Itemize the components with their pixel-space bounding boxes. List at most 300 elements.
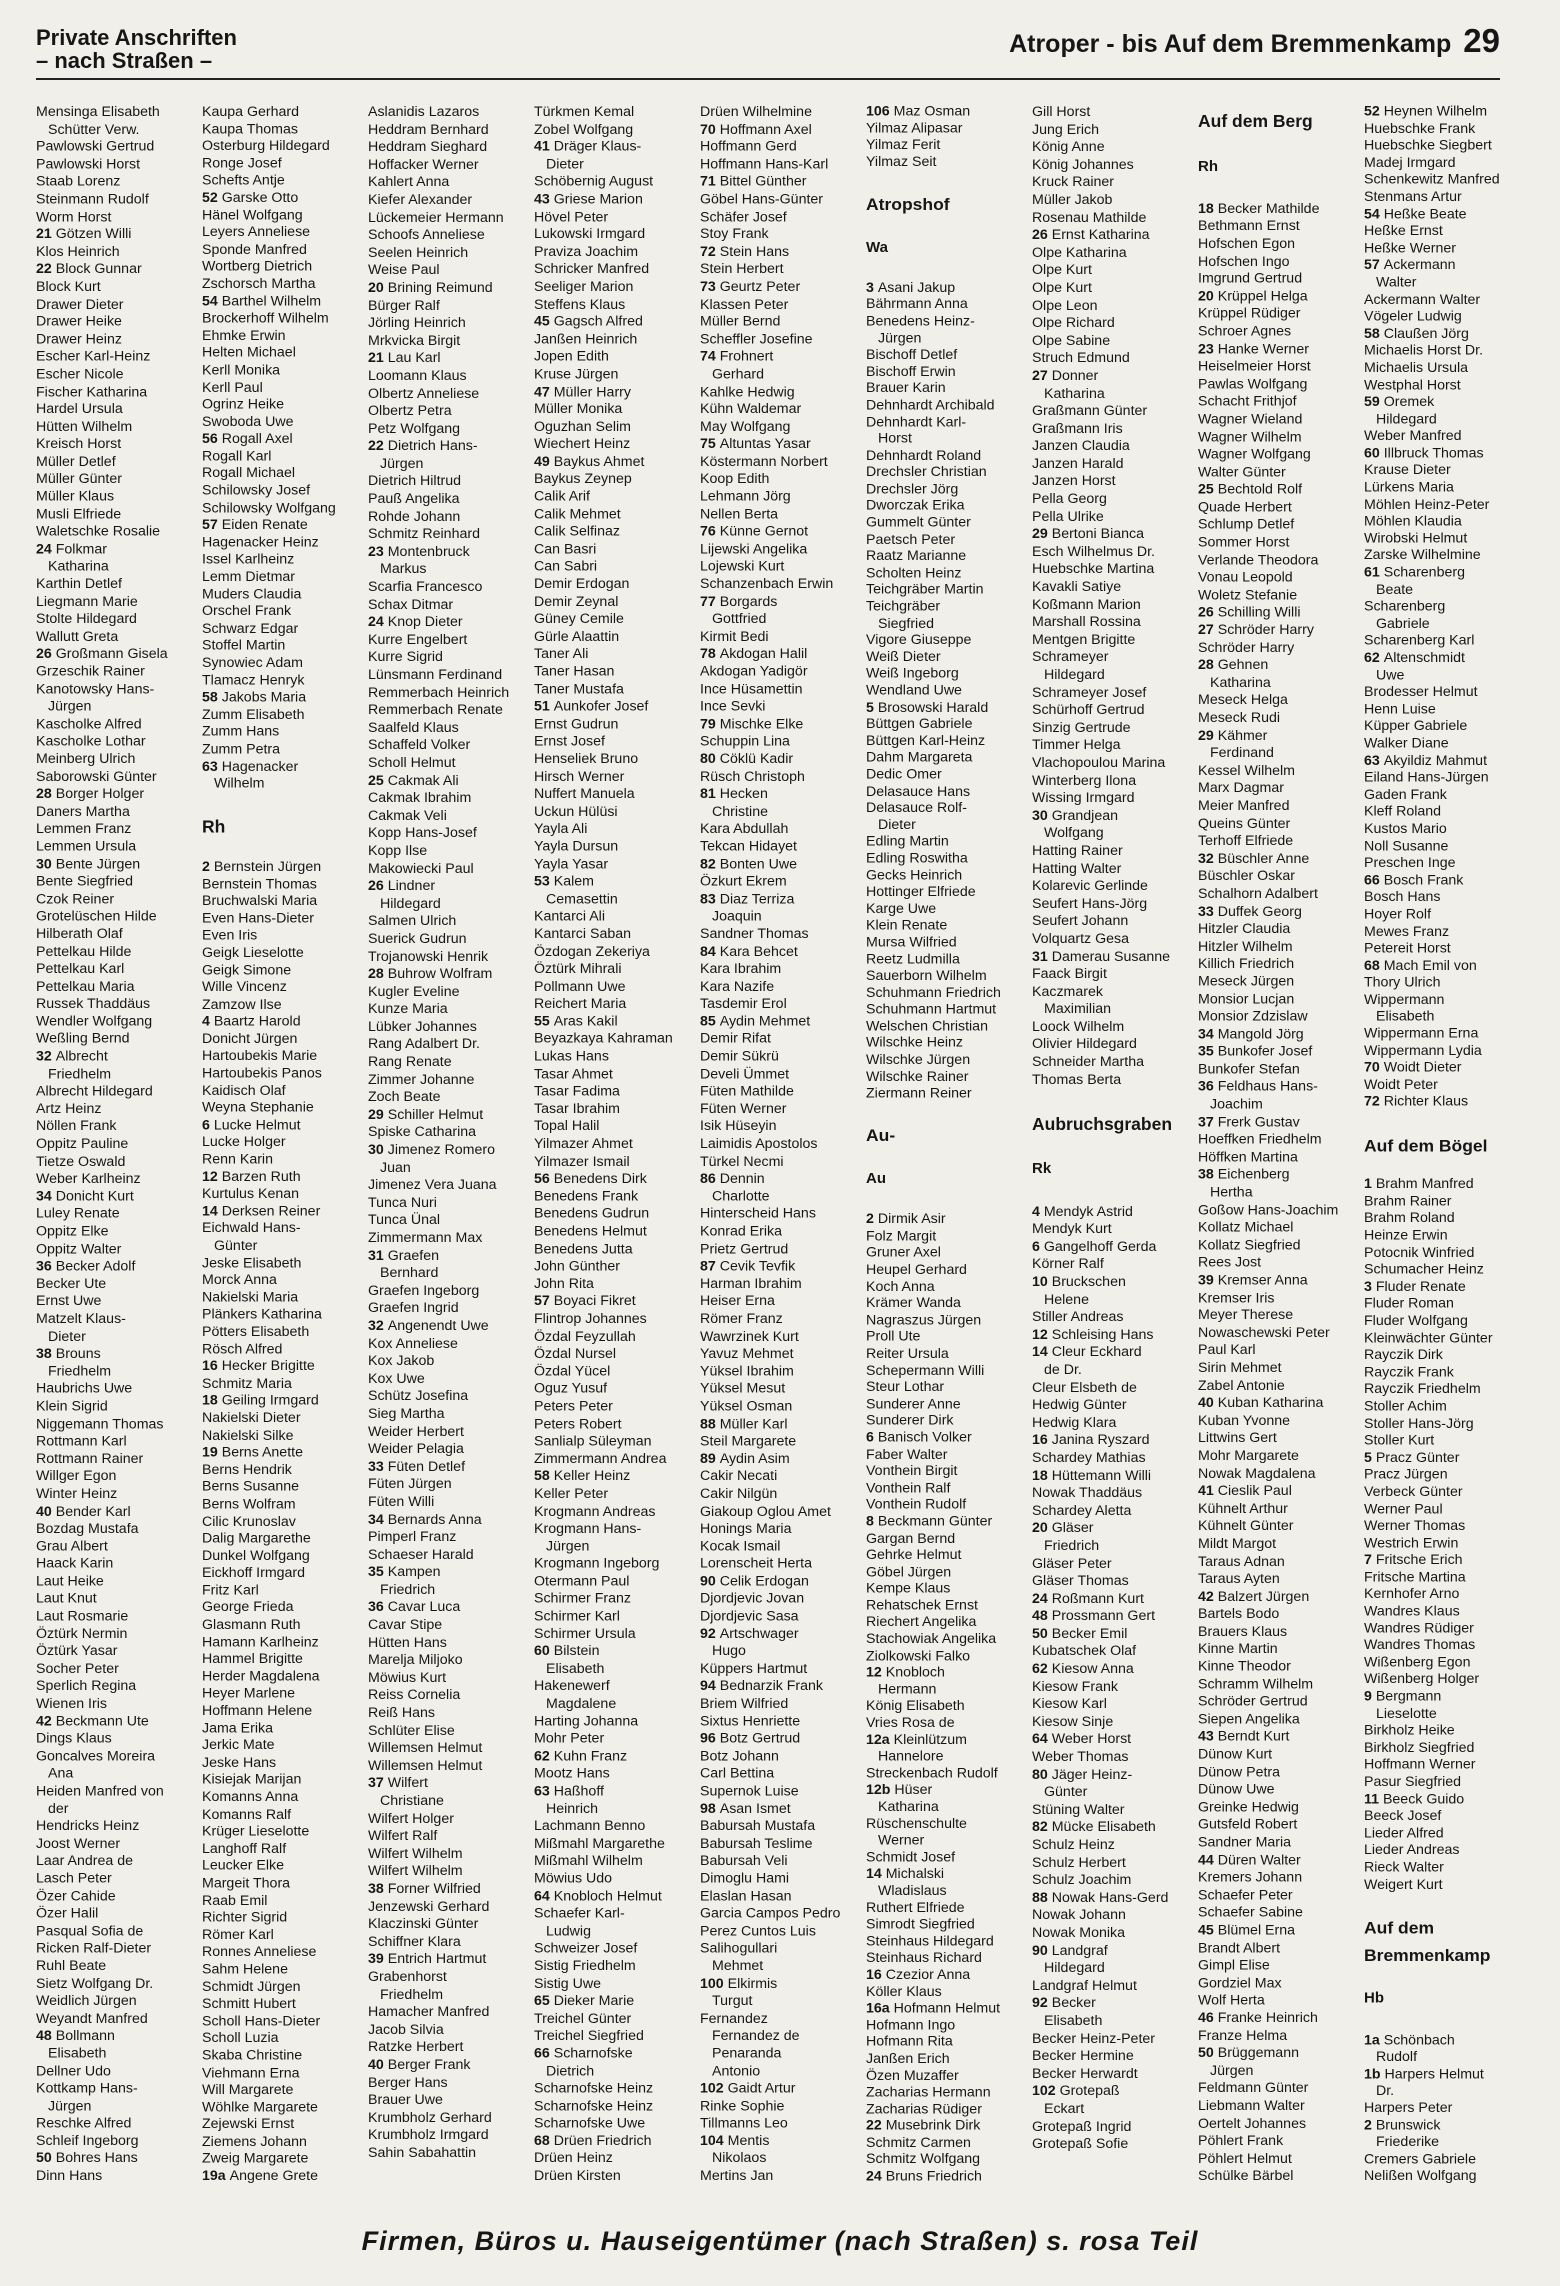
resident-entry: Supernok Luise	[700, 1783, 799, 1800]
resident-entry: Lürkens Maria	[1364, 479, 1454, 496]
entry-continuation: Katharina	[1044, 385, 1105, 402]
resident-entry: Delasauce Hans	[866, 783, 971, 800]
resident-entry: 88 Nowak Hans-Gerd	[1032, 1889, 1169, 1906]
resident-entry: Schirmer Franz	[534, 1590, 631, 1607]
resident-entry: 4 Mendyk Astrid	[1032, 1203, 1133, 1220]
district-code: Rk	[1032, 1160, 1052, 1178]
resident-entry: Schefts Antje	[202, 172, 285, 189]
resident-entry: 12 Barzen Ruth	[202, 1169, 301, 1185]
resident-entry: Taner Hasan	[534, 663, 615, 680]
resident-entry: 2 Bernstein Jürgen	[202, 858, 322, 875]
resident-entry: Özkurt Ekrem	[700, 873, 787, 890]
resident-entry: Heßke Ernst	[1364, 223, 1443, 240]
resident-entry: Babursah Mustafa	[700, 1818, 816, 1835]
resident-entry: Kox Uwe	[368, 1370, 425, 1387]
resident-entry: Honings Maria	[700, 1520, 792, 1537]
entry-continuation: Hildegard	[1044, 667, 1105, 683]
resident-entry: Delasauce Rolf-	[866, 800, 967, 816]
resident-entry: Scharnofske Heinz	[534, 2080, 654, 2097]
directory-column	[202, 104, 368, 2186]
resident-entry: Wöhlke Margarete	[202, 2099, 318, 2116]
resident-entry: Fluder Wolfgang	[1364, 1313, 1468, 1329]
resident-entry: Goncalves Moreira	[36, 1748, 156, 1765]
directory-column	[36, 104, 202, 2186]
resident-entry: 65 Dieker Marie	[534, 1993, 635, 2010]
resident-entry: Yüksel Ibrahim	[700, 1363, 794, 1380]
resident-entry: Suerick Gudrun	[368, 930, 467, 947]
entry-continuation: Katharina	[1210, 674, 1271, 691]
resident-entry: Kara Nazife	[700, 978, 775, 995]
resident-entry: Worm Horst	[36, 208, 112, 225]
resident-entry: Schramm Wilhelm	[1198, 1676, 1314, 1693]
resident-entry: Büttgen Karl-Heinz	[866, 733, 986, 749]
resident-entry: Zimmermann Max	[368, 1230, 483, 1246]
resident-entry: 62 Kiesow Anna	[1032, 1661, 1134, 1678]
entry-continuation: Katharina	[48, 558, 109, 575]
resident-entry: Pötters Elisabeth	[202, 1324, 310, 1340]
resident-entry: Hamacher Manfred	[368, 2004, 490, 2021]
resident-entry: Olbertz Anneliese	[368, 385, 480, 402]
resident-entry: Kiesow Frank	[1032, 1678, 1118, 1695]
resident-entry: 102 Grotepaß	[1032, 2083, 1120, 2100]
resident-entry: Sixtus Henriette	[700, 1713, 801, 1730]
resident-entry: Laut Knut	[36, 1590, 97, 1607]
resident-entry: Kaupa Thomas	[202, 121, 298, 137]
resident-entry: Ruhl Beate	[36, 1958, 107, 1975]
resident-entry: Schuhmann Hartmut	[866, 1002, 997, 1018]
resident-entry: Kox Jakob	[368, 1353, 435, 1370]
resident-entry: Ernst Gudrun	[534, 716, 619, 733]
resident-entry: Nowak Monika	[1032, 1924, 1126, 1941]
resident-entry: Reiß Hans	[368, 1705, 436, 1722]
resident-entry: Artz Heinz	[36, 1101, 102, 1118]
resident-entry: Richter Sigrid	[202, 1909, 288, 1926]
resident-entry: Schlump Detlef	[1198, 516, 1295, 533]
resident-entry: Berns Wolfram	[202, 1496, 296, 1513]
resident-entry: Weigert Kurt	[1364, 1876, 1443, 1893]
resident-entry: Römer Franz	[700, 1311, 783, 1327]
entry-continuation: Turgut	[712, 1993, 753, 2010]
resident-entry: Özer Cahide	[36, 1888, 116, 1905]
resident-entry: Schmitz Reinhard	[368, 526, 480, 543]
resident-entry: Hütten Wilhelm	[36, 418, 133, 435]
resident-entry: Klos Heinrich	[36, 243, 120, 260]
resident-entry: Hendricks Heinz	[36, 1818, 140, 1835]
resident-entry: Meinberg Ulrich	[36, 751, 136, 768]
resident-entry: Brahm Roland	[1364, 1210, 1455, 1227]
resident-entry: Jopen Edith	[534, 348, 609, 365]
resident-entry: Pracz Jürgen	[1364, 1467, 1448, 1483]
resident-entry: Wagner Wolfgang	[1198, 446, 1311, 463]
resident-entry: Janzen Harald	[1032, 455, 1124, 472]
resident-entry: Taraus Ayten	[1198, 1570, 1280, 1587]
resident-entry: Müller Bernd	[700, 313, 781, 330]
resident-entry: 6 Gangelhoff Gerda	[1032, 1238, 1157, 1255]
resident-entry: Oguzhan Selim	[534, 418, 631, 435]
resident-entry: 39 Entrich Hartmut	[368, 1951, 487, 1968]
entry-continuation: Schütter Verw.	[48, 121, 140, 138]
resident-entry: Weyna Stephanie	[202, 1100, 314, 1116]
resident-entry: Walker Diane	[1364, 735, 1449, 752]
entry-continuation: Magdalene	[546, 1695, 617, 1712]
resident-entry: Stoller Kurt	[1364, 1432, 1435, 1449]
resident-entry: 58 Claußen Jörg	[1364, 326, 1469, 342]
resident-entry: 32 Angenendt Uwe	[368, 1317, 489, 1334]
resident-entry: Karthin Detlef	[36, 576, 122, 593]
resident-entry: Höffken Martina	[1198, 1149, 1298, 1166]
resident-entry: 96 Botz Gertrud	[700, 1730, 801, 1747]
resident-entry: 12a Kleinlützum	[866, 1732, 967, 1748]
resident-entry: Ronnes Anneliese	[202, 1944, 317, 1961]
resident-entry: Heiden Manfred von	[36, 1783, 164, 1800]
spacer	[1364, 1969, 1530, 1986]
resident-entry: Stoller Achim	[1364, 1398, 1447, 1415]
resident-entry: Ackermann Walter	[1364, 291, 1481, 308]
resident-entry: 21 Lau Karl	[368, 350, 441, 367]
entry-continuation: Beate	[1376, 582, 1414, 598]
resident-entry: Schuhmann Friedrich	[866, 985, 1001, 1001]
resident-entry: Becker Hermine	[1032, 2048, 1134, 2065]
resident-entry: Dünow Petra	[1198, 1764, 1281, 1781]
directory-column	[368, 104, 534, 2186]
resident-entry: Winter Heinz	[36, 1485, 118, 1502]
resident-entry: Kisiejak Marijan	[202, 1772, 302, 1788]
resident-entry: Brockerhoff Wilhelm	[202, 310, 329, 327]
resident-entry: Scharnofske Heinz	[534, 2098, 654, 2115]
resident-entry: Rehatschek Ernst	[866, 1598, 978, 1614]
resident-entry: Landgraf Helmut	[1032, 1977, 1137, 1994]
resident-entry: Oppitz Elke	[36, 1223, 109, 1240]
resident-entry: 82 Mücke Elisabeth	[1032, 1819, 1156, 1836]
resident-entry: Goßow Hans-Joachim	[1198, 1202, 1339, 1219]
resident-entry: Bunkofer Stefan	[1198, 1061, 1300, 1078]
resident-entry: Gläser Peter	[1032, 1555, 1112, 1572]
resident-entry: 54 Barthel Wilhelm	[202, 293, 322, 310]
resident-entry: Sistig Friedhelm	[534, 1958, 636, 1975]
resident-entry: Weber Karlheinz	[36, 1171, 141, 1187]
resident-entry: 19 Berns Anette	[202, 1444, 303, 1461]
resident-entry: Yavuz Mehmet	[700, 1345, 794, 1362]
resident-entry: 35 Kampen	[368, 1564, 441, 1581]
resident-entry: 30 Grandjean	[1032, 807, 1118, 824]
resident-entry: 8 Beckmann Günter	[866, 1514, 993, 1530]
resident-entry: Laimidis Apostolos	[700, 1136, 818, 1152]
resident-entry: Wilschke Jürgen	[866, 1052, 971, 1068]
resident-entry: Mohr Margarete	[1198, 1448, 1299, 1464]
resident-entry: Drechsler Christian	[866, 464, 987, 481]
resident-entry: Hoffmann Hans-Karl	[700, 156, 829, 173]
resident-entry: Proll Ute	[866, 1329, 921, 1345]
entry-continuation: Jürgen	[878, 330, 922, 346]
entry-continuation: Maximilian	[1044, 1001, 1112, 1018]
resident-entry: Hedwig Klara	[1032, 1414, 1117, 1431]
resident-entry: Möhlen Heinz-Peter	[1364, 496, 1490, 513]
resident-entry: Killich Friedrich	[1198, 956, 1295, 973]
resident-entry: Hilberath Olaf	[36, 926, 123, 943]
district-code: Au	[866, 1170, 886, 1188]
resident-entry: Ernst Uwe	[36, 1293, 102, 1310]
resident-entry: Ratzke Herbert	[368, 2039, 464, 2056]
resident-entry: Isik Hüseyin	[700, 1118, 777, 1135]
resident-entry: Grotepaß Sofie	[1032, 2136, 1129, 2153]
resident-entry: Pimperl Franz	[368, 1529, 457, 1546]
resident-entry: 106 Maz Osman	[866, 104, 971, 120]
resident-entry: Albrecht Hildegard	[36, 1083, 153, 1100]
entry-continuation: Wolfgang	[1044, 825, 1104, 842]
resident-entry: 11 Beeck Guido	[1364, 1791, 1465, 1808]
resident-entry: Sandner Thomas	[700, 926, 809, 943]
resident-entry: 20 Gläser	[1032, 1520, 1094, 1537]
resident-entry: Ziermann Reiner	[866, 1086, 972, 1102]
resident-entry: Kottkamp Hans-	[36, 2080, 138, 2097]
resident-entry: Küpper Gabriele	[1364, 718, 1468, 735]
resident-entry: Brahm Rainer	[1364, 1193, 1452, 1210]
resident-entry: Mohr Peter	[534, 1730, 605, 1747]
resident-entry: Schulz Heinz	[1032, 1837, 1115, 1853]
entry-continuation: Elisabeth	[546, 1660, 605, 1677]
resident-entry: Beeck Josef	[1364, 1808, 1442, 1825]
resident-entry: Müller Jakob	[1032, 191, 1113, 208]
resident-entry: Wißenberg Egon	[1364, 1654, 1471, 1671]
resident-entry: Benedens Helmut	[534, 1223, 647, 1240]
resident-entry: Grau Albert	[36, 1538, 108, 1555]
resident-entry: 46 Franke Heinrich	[1198, 2010, 1318, 2027]
entry-continuation: Penaranda	[712, 2045, 782, 2062]
resident-entry: Pettelkau Karl	[36, 961, 125, 978]
resident-entry: Göbel Hans-Günter	[700, 191, 824, 208]
resident-entry: Klaczinski Günter	[368, 1916, 479, 1933]
entry-continuation: Uwe	[1376, 667, 1405, 684]
resident-entry: 33 Duffek Georg	[1198, 903, 1302, 920]
resident-entry: 48 Bollmann	[36, 2028, 115, 2045]
resident-entry: 26 Schilling Willi	[1198, 604, 1301, 621]
resident-entry: Oguz Yusuf	[534, 1380, 608, 1397]
resident-entry: Cakir Nilgün	[700, 1485, 778, 1502]
resident-entry: 40 Kuban Katharina	[1198, 1395, 1324, 1412]
resident-entry: Schuppin Lina	[700, 733, 790, 750]
resident-entry: Lehmann Jörg	[700, 488, 791, 505]
resident-entry: Komanns Anna	[202, 1789, 299, 1806]
resident-entry: 32 Büschler Anne	[1198, 850, 1310, 867]
entry-continuation: Antonio	[712, 2063, 761, 2080]
resident-entry: Monsior Lucjan	[1198, 991, 1295, 1008]
resident-entry: Rottmann Rainer	[36, 1450, 144, 1467]
resident-entry: Steur Lothar	[866, 1379, 945, 1396]
resident-entry: Zarske Wilhelmine	[1364, 548, 1481, 564]
resident-entry: Janßen Heinrich	[534, 331, 638, 348]
resident-entry: Ehmke Erwin	[202, 327, 286, 344]
resident-entry: Krogmann Andreas	[534, 1503, 656, 1520]
entry-continuation: Elisabeth	[48, 2045, 107, 2062]
entry-continuation: Eckart	[1044, 2100, 1085, 2117]
resident-entry: Laut Rosmarie	[36, 1608, 129, 1625]
resident-entry: Timmer Helga	[1032, 737, 1121, 754]
resident-entry: Mendyk Kurt	[1032, 1221, 1112, 1238]
resident-entry: Oppitz Walter	[36, 1241, 122, 1257]
resident-entry: Heyer Marlene	[202, 1686, 296, 1702]
resident-entry: Seeliger Marion	[534, 278, 634, 295]
resident-entry: 41 Dräger Klaus-	[534, 138, 642, 155]
resident-entry: 30 Bente Jürgen	[36, 856, 141, 873]
resident-entry: Nowak Thaddäus	[1032, 1485, 1143, 1502]
street-heading: Auf dem Berg	[1198, 110, 1313, 131]
resident-entry: Nuffert Manuela	[534, 786, 635, 803]
resident-entry: Djordjevic Sasa	[700, 1608, 799, 1625]
spacer	[1364, 1894, 1530, 1911]
entry-continuation: Hannelore	[878, 1749, 944, 1765]
directory-column	[534, 104, 700, 2186]
resident-entry: Trojanowski Henrik	[368, 948, 489, 965]
resident-entry: Schardey Mathias	[1032, 1449, 1146, 1466]
resident-entry: Yilmaz Seit	[866, 154, 937, 170]
resident-entry: Müller Klaus	[36, 488, 115, 505]
resident-entry: 52 Heynen Wilhelm	[1364, 104, 1488, 120]
resident-entry: Calik Selfinaz	[534, 523, 620, 540]
resident-entry: 50 Becker Emil	[1032, 1625, 1128, 1642]
entry-continuation: Friedhelm	[48, 1066, 112, 1083]
resident-entry: Will Margarete	[202, 2082, 294, 2098]
resident-entry: Wienen Iris	[36, 1695, 107, 1712]
entry-continuation: Helene	[1044, 1291, 1089, 1308]
resident-entry: 56 Rogall Axel	[202, 431, 293, 448]
resident-entry: 36 Feldhaus Hans-	[1198, 1079, 1318, 1096]
resident-entry: Schulz Joachim	[1032, 1872, 1132, 1889]
entry-continuation: Heinrich	[546, 1800, 599, 1817]
resident-entry: 85 Aydin Mehmet	[700, 1013, 811, 1030]
resident-entry: 80 Jäger Heinz-	[1032, 1766, 1133, 1783]
entry-continuation: Dr.	[1376, 2083, 1395, 2099]
resident-entry: Olpe Leon	[1032, 297, 1098, 314]
resident-entry: Even Hans-Dieter	[202, 910, 314, 927]
resident-entry: Socher Peter	[36, 1660, 119, 1677]
resident-entry: 60 Bilstein	[534, 1643, 600, 1660]
resident-entry: Westrich Erwin	[1364, 1535, 1459, 1551]
resident-entry: Özer Halil	[36, 1905, 99, 1922]
resident-entry: Weiß Ingeborg	[866, 666, 959, 682]
entry-continuation: Günter	[1044, 1784, 1088, 1801]
resident-entry: Demir Erdogan	[534, 576, 630, 593]
resident-entry: Janzen Horst	[1032, 473, 1116, 490]
resident-entry: Nellen Berta	[700, 506, 779, 523]
resident-entry: 62 Altenschmidt	[1364, 650, 1465, 666]
resident-entry: Zumm Hans	[202, 724, 280, 740]
section-title: Private Anschriften – nach Straßen –	[36, 25, 237, 73]
resident-entry: Vonau Leopold	[1198, 569, 1293, 586]
resident-entry: 48 Prossmann Gert	[1032, 1608, 1156, 1625]
resident-entry: Klassen Peter	[700, 296, 789, 313]
entry-continuation: Joachim	[1210, 1096, 1263, 1113]
resident-entry: Kaczmarek	[1032, 983, 1103, 1000]
resident-entry: 33 Füten Detlef	[368, 1458, 466, 1475]
entry-continuation: Christiane	[380, 1793, 444, 1809]
resident-entry: Schricker Manfred	[534, 261, 650, 278]
resident-entry: Lübker Johannes	[368, 1018, 477, 1035]
resident-entry: Grzeschik Rainer	[36, 663, 145, 680]
resident-entry: Taner Ali	[534, 646, 589, 663]
resident-entry: Harpers Peter	[1364, 2100, 1453, 2117]
resident-entry: 49 Baykus Ahmet	[534, 453, 645, 470]
resident-entry: Hoyer Rolf	[1364, 906, 1432, 923]
resident-entry: Can Sabri	[534, 558, 598, 575]
resident-entry: Nagraszus Jürgen	[866, 1312, 982, 1328]
resident-entry: Kox Anneliese	[368, 1335, 458, 1352]
resident-entry: Staab Lorenz	[36, 173, 121, 190]
resident-entry: Scholl Helmut	[368, 754, 456, 771]
resident-entry: 29 Kähmer	[1198, 727, 1268, 744]
resident-entry: Kavakli Satiye	[1032, 579, 1122, 596]
resident-entry: Schülke Bärbel	[1198, 2168, 1294, 2185]
resident-entry: Garcia Campos Pedro	[700, 1905, 841, 1922]
resident-entry: Kühnelt Günter	[1198, 1518, 1294, 1535]
directory-columns	[36, 104, 1520, 2186]
resident-entry: Schmitz Wolfgang	[866, 2152, 981, 2168]
resident-entry: Swoboda Uwe	[202, 414, 294, 430]
resident-entry: Drawer Dieter	[36, 296, 124, 313]
resident-entry: Feldmann Günter	[1198, 2080, 1309, 2097]
resident-entry: Sistig Uwe	[534, 1975, 602, 1992]
resident-entry: 30 Jimenez Romero	[368, 1142, 495, 1159]
resident-entry: Taner Mustafa	[534, 681, 624, 698]
resident-entry: Kruse Jürgen	[534, 366, 619, 383]
resident-entry: Sanlialp Süleyman	[534, 1433, 652, 1450]
resident-entry: May Wolfgang	[700, 418, 791, 435]
resident-entry: 44 Düren Walter	[1198, 1852, 1301, 1869]
resident-entry: Kunze Maria	[368, 1001, 448, 1018]
resident-entry: Viehmann Erna	[202, 2065, 300, 2081]
resident-entry: 75 Altuntas Yasar	[700, 436, 811, 453]
resident-entry: 89 Aydin Asim	[700, 1450, 790, 1467]
resident-entry: Ince Sevki	[700, 698, 766, 715]
resident-entry: Marx Dagmar	[1198, 780, 1284, 797]
resident-entry: 24 Knop Dieter	[368, 614, 463, 631]
resident-entry: Glasmann Ruth	[202, 1617, 301, 1633]
resident-entry: Aslanidis Lazaros	[368, 104, 480, 120]
resident-entry: Becker Heinz-Peter	[1032, 2030, 1156, 2047]
resident-entry: Dahm Margareta	[866, 750, 973, 766]
resident-entry: Kremser Iris	[1198, 1289, 1275, 1306]
resident-entry: Escher Karl-Heinz	[36, 348, 151, 365]
resident-entry: Wilschke Rainer	[866, 1069, 969, 1085]
resident-entry: Perez Cuntos Luis	[700, 1923, 816, 1940]
entry-continuation: Horst	[878, 431, 912, 447]
resident-entry: Herder Magdalena	[202, 1668, 320, 1685]
resident-entry: Greinke Hedwig	[1198, 1799, 1299, 1816]
resident-entry: Michaelis Horst Dr.	[1364, 343, 1484, 359]
resident-entry: Harman Ibrahim	[700, 1276, 802, 1292]
resident-entry: Yilmazer Ahmet	[534, 1136, 633, 1152]
resident-entry: Tlamacz Henryk	[202, 672, 305, 689]
resident-entry: Saborowski Günter	[36, 768, 157, 785]
resident-entry: Michaelis Ursula	[1364, 360, 1469, 376]
resident-entry: Lasch Peter	[36, 1870, 112, 1887]
resident-entry: Stoy Frank	[700, 226, 769, 243]
resident-entry: Faack Birgit	[1032, 966, 1107, 983]
resident-entry: Demir Sükrü	[700, 1048, 779, 1065]
resident-entry: Pawlowski Gertrud	[36, 138, 155, 155]
resident-entry: 56 Benedens Dirk	[534, 1171, 647, 1187]
resident-entry: 90 Landgraf	[1032, 1942, 1108, 1959]
resident-entry: Meier Manfred	[1198, 797, 1290, 814]
resident-entry: Hofschen Egon	[1198, 235, 1296, 252]
resident-entry: Schirmer Karl	[534, 1608, 620, 1625]
resident-entry: Uckun Hülüsi	[534, 803, 618, 820]
resident-entry: Taraus Adnan	[1198, 1553, 1285, 1570]
resident-entry: 25 Cakmak Ali	[368, 772, 459, 789]
resident-entry: Sommer Horst	[1198, 534, 1290, 551]
resident-entry: Huebschke Siegbert	[1364, 138, 1492, 154]
resident-entry: 7 Fritsche Erich	[1364, 1552, 1463, 1568]
resident-entry: 66 Bosch Frank	[1364, 872, 1464, 888]
